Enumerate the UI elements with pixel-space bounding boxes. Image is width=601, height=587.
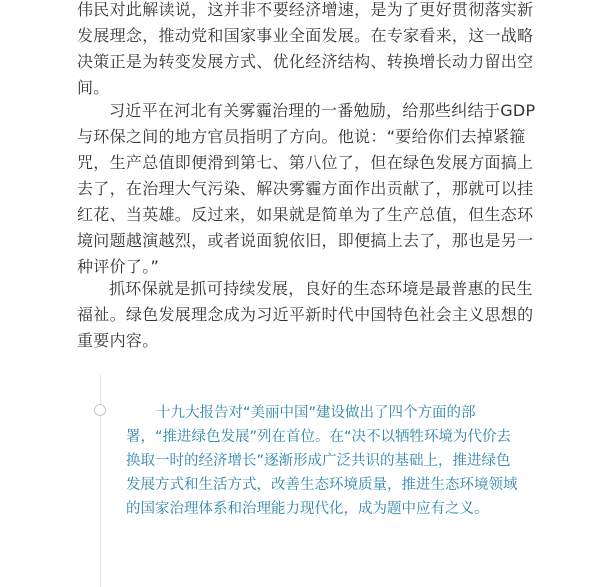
paragraph-2: 习近平在河北有关雾霾治理的一番勉励，给那些纠结于GDP与环保之间的地方官员指明了方向。他说：“要给你们去掉紧箍咒，生产总值即便滑到第七、第八位了，但在绿色发展方面搞上去了，在治理大气污染、解决雾霾方面作出贡献了，那就可以挂红花、当英雄。反过来，如果就是简单为了生产总值，但生态环境问题越演越烈，或者说面貌依旧，即便搞上去了，那也是另一种评价了。” — [77, 101, 536, 276]
timeline-circle-icon — [94, 404, 106, 416]
quote-block: 十九大报告对“美丽中国”建设做出了四个方面的部署，“推进绿色发展”列在首位。在“决不以牺牲环境为代价去换取一时的经济增长”逐渐形成广泛共识的基础上，推进绿色发展方式和生活方式，改善生态环境质量，推进生态环境领域的国家治理体系和治理能力现代化，成为题中应有之义。 — [126, 405, 518, 517]
paragraph-1: 伟民对此解读说，这并非不要经济增速，是为了更好贯彻落实新发展理念，推动党和国家事业全面发展。在专家看来，这一战略决策正是为转变发展方式、优化经济结构、转换增长动力留出空间。 — [77, 0, 534, 97]
paragraph-3: 抓环保就是抓可持续发展，良好的生态环境是最普惠的民生福祉。绿色发展理念成为习近平新时代中国特色社会主义思想的重要内容。 — [77, 279, 534, 350]
